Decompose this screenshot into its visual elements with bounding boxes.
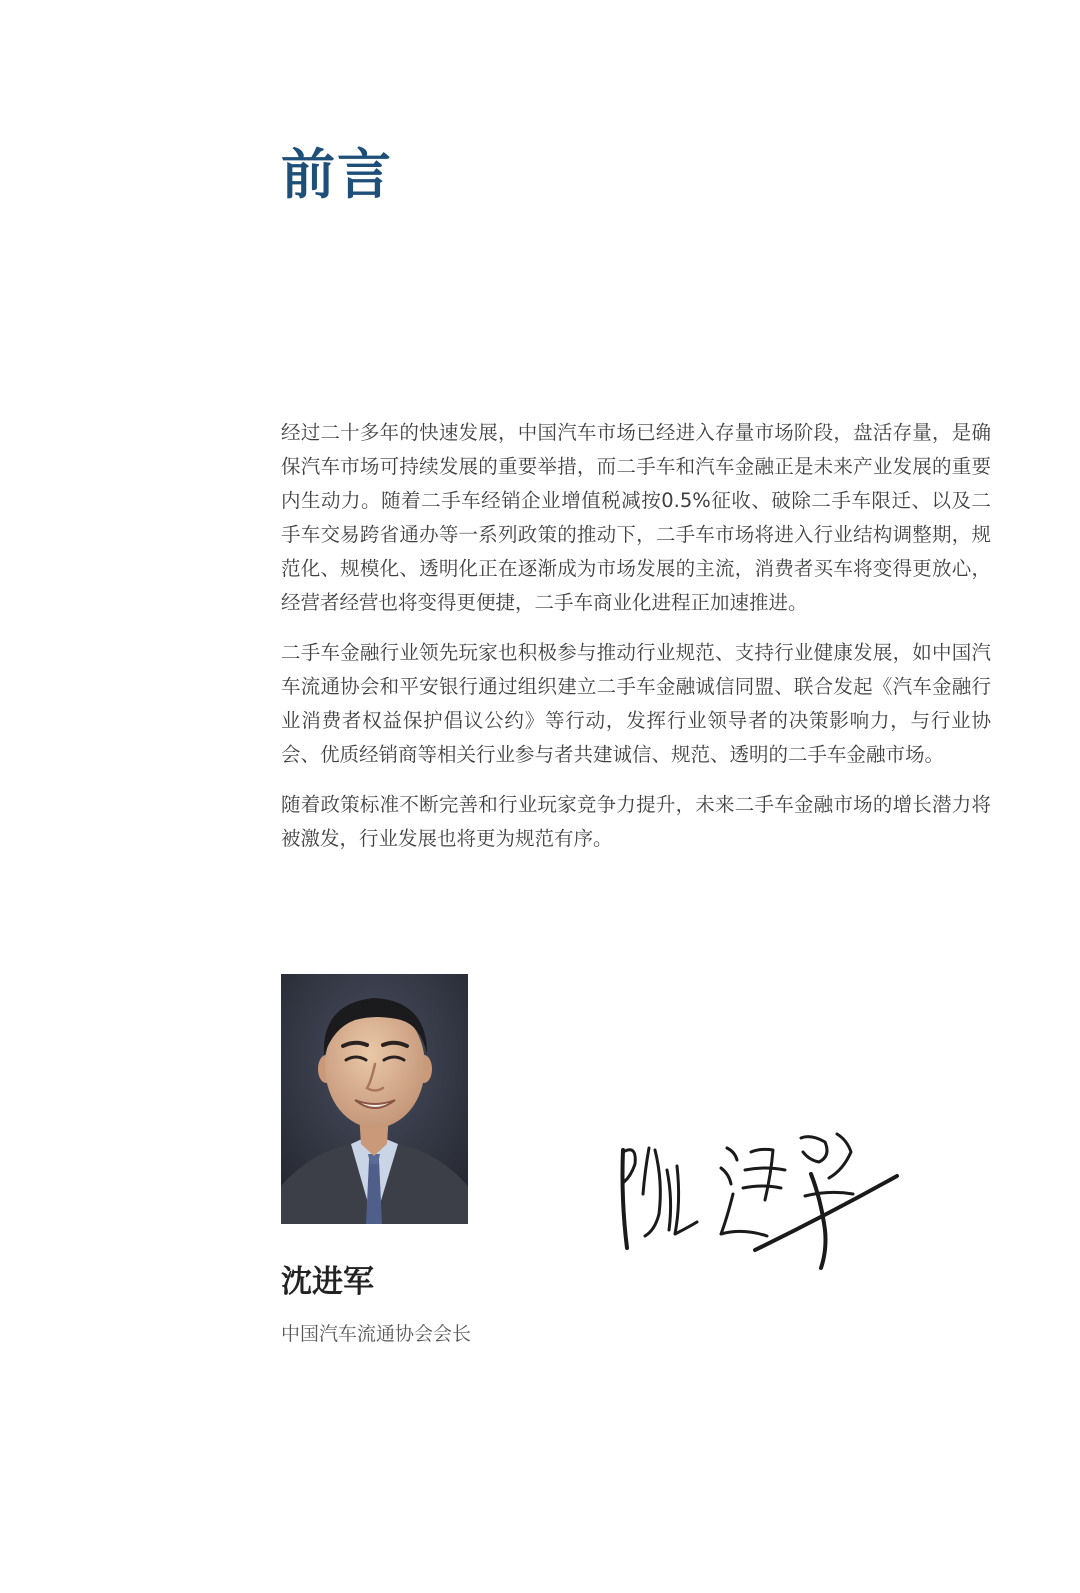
paragraph-3: 随着政策标准不断完善和行业玩家竞争力提升，未来二手车金融市场的增长潜力将被激发，行业发展也将更为规范有序。 [281,793,991,850]
author-title: 中国汽车流通协会会长 [281,1323,472,1345]
paragraph-2: 二手车金融行业领先玩家也积极参与推动行业规范、支持行业健康发展，如中国汽车流通协会和平安银行通过组织建立二手车金融诚信同盟、联合发起《汽车金融行业消费者权益保护倡议公约》等行动，发挥行业领导者的决策影响力，与行业协会、优质经销商等相关行业参与者共建诚信、规范、透明的二手车金融市场。 [281,641,991,766]
page-title: 前言 [281,143,393,206]
preface-body [281,416,991,872]
author-portrait [281,974,468,1224]
paragraph-1: 经过二十多年的快速发展，中国汽车市场已经进入存量市场阶段，盘活存量，是确保汽车市场可持续发展的重要举措，而二手车和汽车金融正是未来产业发展的重要内生动力。随着二手车经销企业增值税减按0.5%征收、破除二手车限迁、以及二手车交易跨省通办等一系列政策的推动下，二手车市场将进入行业结构调整期，规范化、规模化、透明化正在逐渐成为市场发展的主流，消费者买车将变得更放心，经营者经营也将变得更便捷，二手车商业化进程正加速推进。 [281,421,991,614]
author-signature [615,1130,915,1275]
author-name: 沈进军 [281,1264,374,1300]
